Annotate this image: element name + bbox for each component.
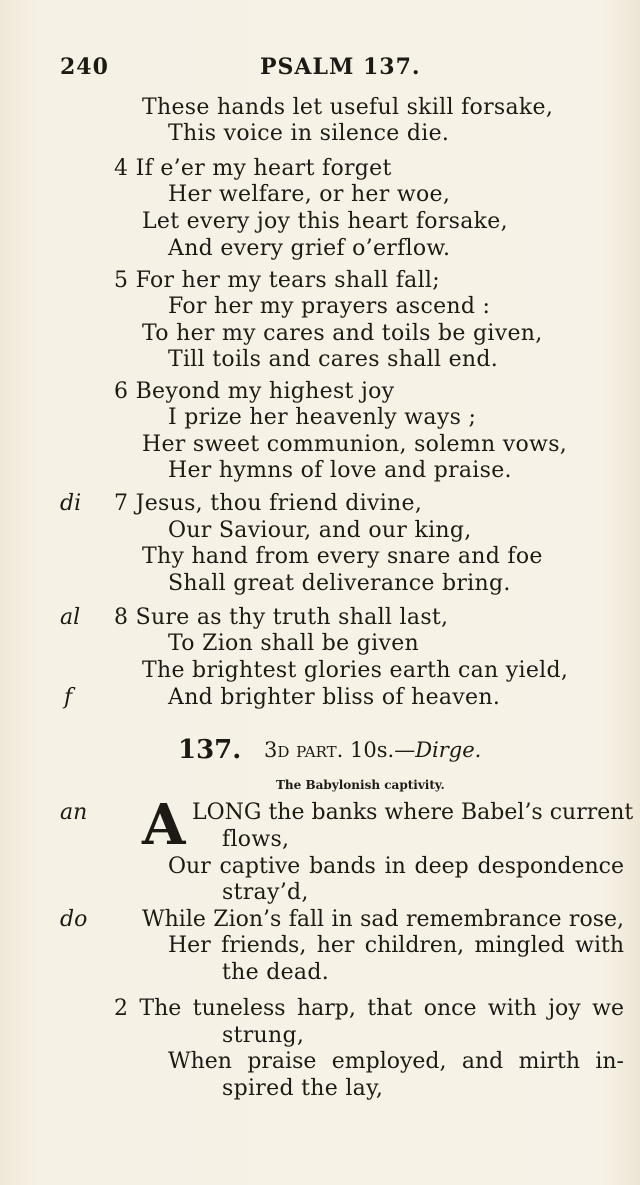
verse-line: Our captive bands in deep despondence xyxy=(168,854,624,879)
verse-line: 5 For her my tears shall fall; xyxy=(114,268,440,293)
page-number: 240 xyxy=(60,54,109,80)
verse-line: 6 Beyond my highest joy xyxy=(114,379,395,404)
margin-mark: f xyxy=(64,685,73,710)
margin-mark: al xyxy=(60,605,81,630)
verse-line: For her my prayers ascend : xyxy=(168,294,491,319)
margin-mark: an xyxy=(60,800,88,825)
verse-line: To Zion shall be given xyxy=(168,631,420,656)
verse-line: Her sweet communion, solemn vows, xyxy=(142,432,568,457)
hymn-number: 137. xyxy=(178,735,242,765)
verse-line: strung, xyxy=(222,1023,305,1048)
verse-line: This voice in silence die. xyxy=(168,121,450,146)
hymn-tune: Dirge. xyxy=(415,738,482,762)
verse-line: flows, xyxy=(222,827,290,852)
drop-cap: A xyxy=(142,792,186,858)
verse-line: Her hymns of love and praise. xyxy=(168,458,512,483)
verse-line: And every grief o’erflow. xyxy=(168,236,451,261)
verse-line: stray’d, xyxy=(222,880,309,905)
verse-line: The brightest glories earth can yield, xyxy=(142,658,569,683)
verse-line: These hands let useful skill forsake, xyxy=(142,95,554,120)
verse-line: Our Saviour, and our king, xyxy=(168,518,472,543)
hymn-metre: 10s.— xyxy=(350,738,416,762)
verse-line: Shall great deliverance bring. xyxy=(168,571,511,596)
hymn-part: 3d part. xyxy=(264,738,344,762)
verse-line: Till toils and cares shall end. xyxy=(168,347,499,372)
running-title: PSALM 137. xyxy=(260,54,421,80)
hymn-metre-line xyxy=(264,735,481,765)
verse-line: Her friends, her children, mingled with xyxy=(168,933,624,958)
verse-line: When praise employed, and mirth in- xyxy=(168,1049,624,1074)
verse-line: 4 If e’er my heart forget xyxy=(114,156,392,181)
verse-line: 8 Sure as thy truth shall last, xyxy=(114,605,449,630)
margin-mark: di xyxy=(60,491,82,516)
verse-line: 7 Jesus, thou friend divine, xyxy=(114,491,423,516)
verse-line: While Zion’s fall in sad remembrance rose, xyxy=(142,907,624,932)
verse-line: spired the lay, xyxy=(222,1076,384,1101)
verse-line: LONG the banks where Babel’s current xyxy=(192,800,634,825)
verse-line: I prize her heavenly ways ; xyxy=(168,405,477,430)
verse-line: Thy hand from every snare and foe xyxy=(142,544,543,569)
verse-line: And brighter bliss of heaven. xyxy=(168,685,501,710)
verse-line: Her welfare, or her woe, xyxy=(168,182,451,207)
verse-line: Let every joy this heart forsake, xyxy=(142,209,508,234)
verse-line: 2 The tuneless harp, that once with joy we xyxy=(114,996,624,1021)
verse-line: the dead. xyxy=(222,960,330,985)
margin-mark: do xyxy=(60,907,88,932)
hymn-subtitle: The Babylonish captivity. xyxy=(276,778,445,792)
verse-line: To her my cares and toils be given, xyxy=(142,321,543,346)
